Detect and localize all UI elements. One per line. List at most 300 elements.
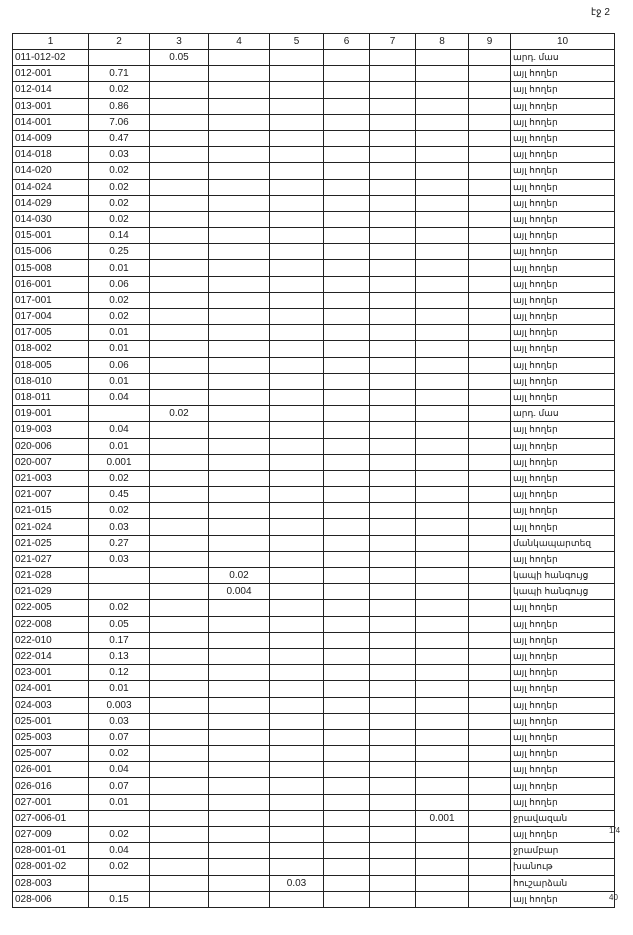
- value-cell-col-5: [270, 163, 324, 179]
- value-cell-col-7: [370, 114, 416, 130]
- value-cell-col-3: [150, 681, 209, 697]
- column-header-8: 8: [416, 34, 469, 50]
- value-cell-col-9: [469, 681, 511, 697]
- parcel-code-cell: 023-001: [13, 665, 89, 681]
- value-cell-col-2: 0.02: [89, 470, 150, 486]
- table-row: [13, 438, 615, 454]
- value-cell-col-5: [270, 130, 324, 146]
- value-cell-col-4: [209, 341, 270, 357]
- value-cell-col-2: 0.02: [89, 163, 150, 179]
- value-cell-col-5: [270, 697, 324, 713]
- value-cell-col-9: [469, 600, 511, 616]
- value-cell-col-8: [416, 147, 469, 163]
- value-cell-col-4: [209, 389, 270, 405]
- value-cell-col-6: [324, 422, 370, 438]
- value-cell-col-2: 0.02: [89, 211, 150, 227]
- value-cell-col-4: [209, 50, 270, 66]
- value-cell-col-7: [370, 859, 416, 875]
- value-cell-col-2: [89, 810, 150, 826]
- column-header-7: 7: [370, 34, 416, 50]
- parcel-code-cell: 014-009: [13, 130, 89, 146]
- value-cell-col-4: [209, 114, 270, 130]
- value-cell-col-7: [370, 389, 416, 405]
- value-cell-col-3: [150, 859, 209, 875]
- value-cell-col-7: [370, 778, 416, 794]
- value-cell-col-5: [270, 584, 324, 600]
- land-use-cell: այլ հողեր: [511, 762, 615, 778]
- table-row: [13, 794, 615, 810]
- value-cell-col-9: [469, 66, 511, 82]
- land-use-cell: այլ հողեր: [511, 422, 615, 438]
- value-cell-col-2: 0.01: [89, 260, 150, 276]
- value-cell-col-4: [209, 665, 270, 681]
- value-cell-col-5: [270, 341, 324, 357]
- value-cell-col-4: [209, 681, 270, 697]
- value-cell-col-6: [324, 697, 370, 713]
- table-row: [13, 373, 615, 389]
- table-row: [13, 568, 615, 584]
- land-use-cell: այլ հողեր: [511, 794, 615, 810]
- land-use-cell: այլ հողեր: [511, 163, 615, 179]
- value-cell-col-6: [324, 616, 370, 632]
- value-cell-col-2: 0.13: [89, 648, 150, 664]
- value-cell-col-2: 0.15: [89, 891, 150, 907]
- land-use-cell: այլ հողեր: [511, 746, 615, 762]
- value-cell-col-8: [416, 487, 469, 503]
- value-cell-col-6: [324, 341, 370, 357]
- parcel-code-cell: 019-001: [13, 406, 89, 422]
- value-cell-col-7: [370, 325, 416, 341]
- table-row: [13, 389, 615, 405]
- table-row: [13, 422, 615, 438]
- value-cell-col-7: [370, 422, 416, 438]
- value-cell-col-5: [270, 810, 324, 826]
- parcel-code-cell: 021-029: [13, 584, 89, 600]
- land-parcel-table: [12, 33, 615, 908]
- value-cell-col-5: [270, 211, 324, 227]
- value-cell-col-2: 0.001: [89, 454, 150, 470]
- value-cell-col-6: [324, 406, 370, 422]
- value-cell-col-7: [370, 632, 416, 648]
- value-cell-col-6: [324, 681, 370, 697]
- land-use-cell: այլ հողեր: [511, 697, 615, 713]
- value-cell-col-3: [150, 551, 209, 567]
- value-cell-col-2: 0.02: [89, 746, 150, 762]
- value-cell-col-9: [469, 810, 511, 826]
- parcel-code-cell: 011-012-02: [13, 50, 89, 66]
- value-cell-col-7: [370, 713, 416, 729]
- value-cell-col-7: [370, 130, 416, 146]
- value-cell-col-2: [89, 875, 150, 891]
- value-cell-col-8: [416, 859, 469, 875]
- land-use-cell: այլ հողեր: [511, 147, 615, 163]
- value-cell-col-6: [324, 665, 370, 681]
- table-row: [13, 341, 615, 357]
- value-cell-col-4: [209, 211, 270, 227]
- value-cell-col-2: 0.14: [89, 228, 150, 244]
- value-cell-col-6: [324, 746, 370, 762]
- value-cell-col-4: [209, 406, 270, 422]
- value-cell-col-4: [209, 519, 270, 535]
- value-cell-col-3: [150, 276, 209, 292]
- value-cell-col-4: [209, 810, 270, 826]
- column-header-9: 9: [469, 34, 511, 50]
- value-cell-col-3: [150, 665, 209, 681]
- land-use-cell: այլ հողեր: [511, 616, 615, 632]
- value-cell-col-4: [209, 891, 270, 907]
- value-cell-col-4: [209, 535, 270, 551]
- value-cell-col-6: [324, 276, 370, 292]
- value-cell-col-2: 0.02: [89, 309, 150, 325]
- table-row: [13, 551, 615, 567]
- value-cell-col-9: [469, 292, 511, 308]
- value-cell-col-7: [370, 875, 416, 891]
- value-cell-col-6: [324, 98, 370, 114]
- value-cell-col-8: [416, 648, 469, 664]
- value-cell-col-5: [270, 325, 324, 341]
- value-cell-col-5: [270, 600, 324, 616]
- value-cell-col-5: [270, 632, 324, 648]
- value-cell-col-6: [324, 325, 370, 341]
- parcel-code-cell: 020-006: [13, 438, 89, 454]
- table-row: [13, 244, 615, 260]
- value-cell-col-6: [324, 357, 370, 373]
- value-cell-col-2: 0.25: [89, 244, 150, 260]
- column-header-2: 2: [89, 34, 150, 50]
- value-cell-col-2: 0.05: [89, 616, 150, 632]
- value-cell-col-6: [324, 891, 370, 907]
- parcel-code-cell: 014-024: [13, 179, 89, 195]
- value-cell-col-8: [416, 746, 469, 762]
- value-cell-col-4: [209, 697, 270, 713]
- parcel-code-cell: 020-007: [13, 454, 89, 470]
- value-cell-col-6: [324, 810, 370, 826]
- value-cell-col-5: [270, 82, 324, 98]
- value-cell-col-3: [150, 341, 209, 357]
- table-row: [13, 665, 615, 681]
- value-cell-col-2: 0.07: [89, 778, 150, 794]
- value-cell-col-5: [270, 147, 324, 163]
- parcel-code-cell: 014-029: [13, 195, 89, 211]
- value-cell-col-9: [469, 130, 511, 146]
- value-cell-col-9: [469, 422, 511, 438]
- value-cell-col-5: [270, 66, 324, 82]
- value-cell-col-7: [370, 535, 416, 551]
- value-cell-col-5: [270, 551, 324, 567]
- land-use-cell: ջրավազան: [511, 810, 615, 826]
- value-cell-col-4: [209, 82, 270, 98]
- value-cell-col-7: [370, 729, 416, 745]
- value-cell-col-4: 0.004: [209, 584, 270, 600]
- value-cell-col-7: [370, 454, 416, 470]
- parcel-code-cell: 021-027: [13, 551, 89, 567]
- parcel-code-cell: 022-014: [13, 648, 89, 664]
- value-cell-col-8: [416, 82, 469, 98]
- value-cell-col-2: 0.003: [89, 697, 150, 713]
- value-cell-col-6: [324, 519, 370, 535]
- value-cell-col-2: 0.01: [89, 341, 150, 357]
- value-cell-col-3: [150, 584, 209, 600]
- value-cell-col-8: [416, 130, 469, 146]
- value-cell-col-4: [209, 276, 270, 292]
- value-cell-col-6: [324, 794, 370, 810]
- value-cell-col-8: [416, 729, 469, 745]
- value-cell-col-9: [469, 503, 511, 519]
- value-cell-col-5: [270, 228, 324, 244]
- value-cell-col-8: [416, 681, 469, 697]
- value-cell-col-7: [370, 341, 416, 357]
- value-cell-col-5: [270, 794, 324, 810]
- land-use-cell: արդ. մաս: [511, 406, 615, 422]
- value-cell-col-5: [270, 843, 324, 859]
- value-cell-col-2: 0.02: [89, 859, 150, 875]
- table-row: [13, 632, 615, 648]
- land-use-cell: այլ հողեր: [511, 632, 615, 648]
- parcel-code-cell: 021-003: [13, 470, 89, 486]
- table-row: [13, 454, 615, 470]
- land-use-cell: այլ հողեր: [511, 114, 615, 130]
- value-cell-col-2: 0.03: [89, 551, 150, 567]
- value-cell-col-5: [270, 309, 324, 325]
- table-row: [13, 163, 615, 179]
- table-row: [13, 810, 615, 826]
- value-cell-col-6: [324, 568, 370, 584]
- value-cell-col-3: [150, 519, 209, 535]
- value-cell-col-5: [270, 713, 324, 729]
- value-cell-col-3: [150, 211, 209, 227]
- value-cell-col-9: [469, 487, 511, 503]
- value-cell-col-6: [324, 454, 370, 470]
- value-cell-col-4: [209, 66, 270, 82]
- parcel-code-cell: 026-016: [13, 778, 89, 794]
- value-cell-col-2: 0.06: [89, 276, 150, 292]
- value-cell-col-9: [469, 195, 511, 211]
- value-cell-col-5: 0.03: [270, 875, 324, 891]
- land-use-cell: այլ հողեր: [511, 713, 615, 729]
- value-cell-col-4: [209, 875, 270, 891]
- land-use-cell: կապի հանգույց: [511, 568, 615, 584]
- table-row: [13, 195, 615, 211]
- value-cell-col-3: [150, 600, 209, 616]
- value-cell-col-9: [469, 859, 511, 875]
- value-cell-col-3: [150, 228, 209, 244]
- value-cell-col-2: 0.03: [89, 519, 150, 535]
- value-cell-col-6: [324, 535, 370, 551]
- value-cell-col-2: 0.07: [89, 729, 150, 745]
- value-cell-col-3: [150, 470, 209, 486]
- column-header-5: 5: [270, 34, 324, 50]
- value-cell-col-6: [324, 438, 370, 454]
- value-cell-col-3: [150, 66, 209, 82]
- parcel-code-cell: 016-001: [13, 276, 89, 292]
- value-cell-col-5: [270, 568, 324, 584]
- value-cell-col-8: [416, 292, 469, 308]
- table-row: [13, 66, 615, 82]
- value-cell-col-8: [416, 357, 469, 373]
- value-cell-col-5: [270, 98, 324, 114]
- table-row: [13, 762, 615, 778]
- column-header-3: 3: [150, 34, 209, 50]
- value-cell-col-2: 0.04: [89, 422, 150, 438]
- land-use-cell: այլ հողեր: [511, 195, 615, 211]
- value-cell-col-7: [370, 665, 416, 681]
- parcel-code-cell: 012-001: [13, 66, 89, 82]
- column-header-10: 10: [511, 34, 615, 50]
- value-cell-col-4: [209, 762, 270, 778]
- value-cell-col-4: [209, 648, 270, 664]
- value-cell-col-7: [370, 648, 416, 664]
- value-cell-col-6: [324, 179, 370, 195]
- parcel-code-cell: 021-024: [13, 519, 89, 535]
- value-cell-col-5: [270, 681, 324, 697]
- value-cell-col-7: [370, 810, 416, 826]
- value-cell-col-2: 0.06: [89, 357, 150, 373]
- value-cell-col-6: [324, 292, 370, 308]
- value-cell-col-6: [324, 762, 370, 778]
- value-cell-col-8: [416, 389, 469, 405]
- value-cell-col-8: [416, 616, 469, 632]
- value-cell-col-6: [324, 843, 370, 859]
- value-cell-col-8: [416, 276, 469, 292]
- table-row: [13, 616, 615, 632]
- value-cell-col-9: [469, 794, 511, 810]
- value-cell-col-5: [270, 50, 324, 66]
- value-cell-col-8: [416, 600, 469, 616]
- table-row: [13, 503, 615, 519]
- value-cell-col-8: [416, 244, 469, 260]
- value-cell-col-2: 0.02: [89, 82, 150, 98]
- value-cell-col-2: 0.01: [89, 794, 150, 810]
- value-cell-col-8: [416, 454, 469, 470]
- value-cell-col-7: [370, 309, 416, 325]
- value-cell-col-3: [150, 810, 209, 826]
- value-cell-col-6: [324, 228, 370, 244]
- value-cell-col-4: [209, 292, 270, 308]
- value-cell-col-4: [209, 454, 270, 470]
- value-cell-col-7: [370, 551, 416, 567]
- value-cell-col-9: [469, 50, 511, 66]
- parcel-code-cell: 026-001: [13, 762, 89, 778]
- value-cell-col-7: [370, 762, 416, 778]
- value-cell-col-9: [469, 276, 511, 292]
- parcel-code-cell: 028-006: [13, 891, 89, 907]
- value-cell-col-8: [416, 843, 469, 859]
- parcel-code-cell: 028-001-02: [13, 859, 89, 875]
- parcel-code-cell: 015-001: [13, 228, 89, 244]
- table-row: [13, 357, 615, 373]
- value-cell-col-2: [89, 584, 150, 600]
- value-cell-col-9: [469, 729, 511, 745]
- value-cell-col-3: [150, 325, 209, 341]
- land-use-cell: այլ հողեր: [511, 292, 615, 308]
- table-row: [13, 130, 615, 146]
- value-cell-col-8: [416, 211, 469, 227]
- land-use-cell: այլ հողեր: [511, 438, 615, 454]
- table-row: [13, 98, 615, 114]
- value-cell-col-8: [416, 551, 469, 567]
- value-cell-col-2: 0.03: [89, 713, 150, 729]
- value-cell-col-8: [416, 778, 469, 794]
- value-cell-col-9: [469, 827, 511, 843]
- value-cell-col-8: [416, 309, 469, 325]
- value-cell-col-5: [270, 357, 324, 373]
- value-cell-col-5: [270, 470, 324, 486]
- value-cell-col-8: [416, 827, 469, 843]
- value-cell-col-2: 0.45: [89, 487, 150, 503]
- value-cell-col-2: 0.02: [89, 600, 150, 616]
- value-cell-col-6: [324, 713, 370, 729]
- value-cell-col-5: [270, 260, 324, 276]
- value-cell-col-3: [150, 487, 209, 503]
- value-cell-col-9: [469, 746, 511, 762]
- land-use-cell: հուշարձան: [511, 875, 615, 891]
- value-cell-col-2: 0.02: [89, 292, 150, 308]
- value-cell-col-3: 0.02: [150, 406, 209, 422]
- value-cell-col-4: [209, 260, 270, 276]
- value-cell-col-7: [370, 681, 416, 697]
- header-row: [13, 34, 615, 50]
- land-use-cell: խանութ: [511, 859, 615, 875]
- value-cell-col-6: [324, 778, 370, 794]
- value-cell-col-6: [324, 309, 370, 325]
- value-cell-col-9: [469, 163, 511, 179]
- value-cell-col-9: [469, 357, 511, 373]
- table-row: [13, 584, 615, 600]
- value-cell-col-3: [150, 147, 209, 163]
- value-cell-col-7: [370, 50, 416, 66]
- value-cell-col-4: [209, 438, 270, 454]
- value-cell-col-7: [370, 195, 416, 211]
- value-cell-col-5: [270, 438, 324, 454]
- value-cell-col-8: [416, 163, 469, 179]
- parcel-code-cell: 015-006: [13, 244, 89, 260]
- value-cell-col-4: [209, 616, 270, 632]
- value-cell-col-5: [270, 292, 324, 308]
- table-row: [13, 147, 615, 163]
- value-cell-col-3: [150, 260, 209, 276]
- value-cell-col-4: 0.02: [209, 568, 270, 584]
- value-cell-col-2: 0.01: [89, 681, 150, 697]
- parcel-code-cell: 022-010: [13, 632, 89, 648]
- value-cell-col-7: [370, 163, 416, 179]
- value-cell-col-4: [209, 244, 270, 260]
- value-cell-col-3: [150, 422, 209, 438]
- value-cell-col-5: [270, 406, 324, 422]
- table-body: [13, 50, 615, 908]
- value-cell-col-2: 0.04: [89, 389, 150, 405]
- value-cell-col-4: [209, 163, 270, 179]
- parcel-code-cell: 017-001: [13, 292, 89, 308]
- table-row: [13, 778, 615, 794]
- table-row: [13, 875, 615, 891]
- value-cell-col-9: [469, 665, 511, 681]
- value-cell-col-7: [370, 503, 416, 519]
- value-cell-col-5: [270, 276, 324, 292]
- value-cell-col-6: [324, 82, 370, 98]
- parcel-code-cell: 014-030: [13, 211, 89, 227]
- value-cell-col-2: 0.02: [89, 179, 150, 195]
- parcel-code-cell: 021-025: [13, 535, 89, 551]
- value-cell-col-6: [324, 373, 370, 389]
- value-cell-col-5: [270, 762, 324, 778]
- parcel-code-cell: 024-001: [13, 681, 89, 697]
- value-cell-col-4: [209, 503, 270, 519]
- value-cell-col-3: [150, 179, 209, 195]
- value-cell-col-5: [270, 244, 324, 260]
- value-cell-col-4: [209, 228, 270, 244]
- value-cell-col-9: [469, 713, 511, 729]
- value-cell-col-8: [416, 519, 469, 535]
